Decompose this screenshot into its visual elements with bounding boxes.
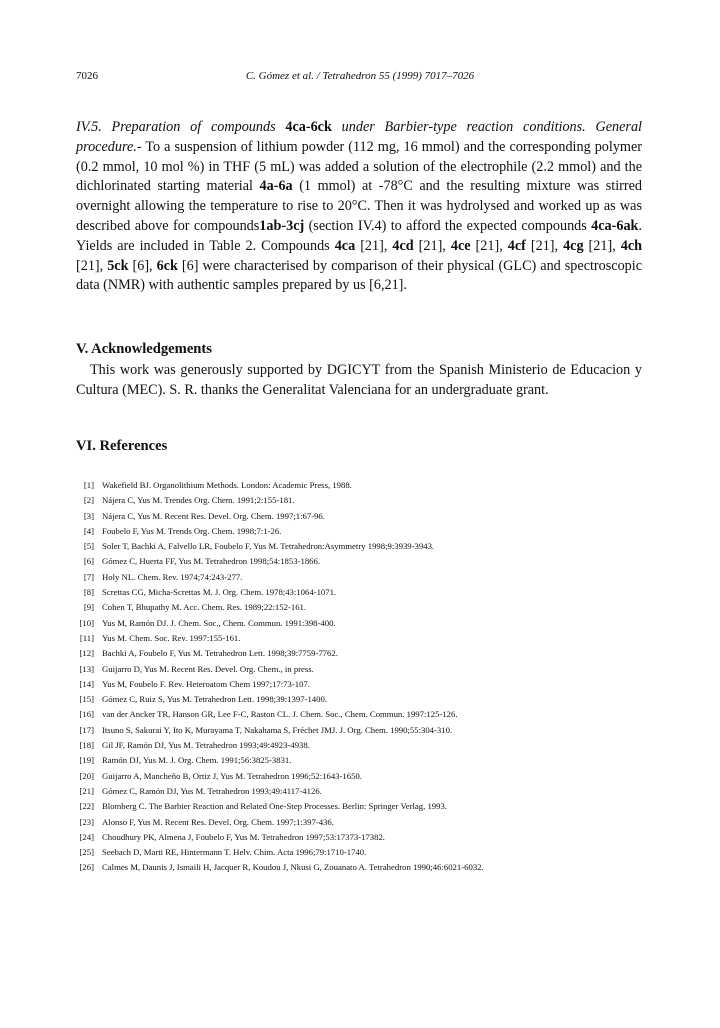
reference-item [76, 509, 646, 524]
reference-text: Cohen T, Bhupathy M. Acc. Chem. Res. 1989;22:152-161. [102, 602, 307, 613]
reference-text: Foubelo F, Yus M. Trends Org. Chem. 1998;7:1-26. [102, 525, 282, 536]
reference-number: [15] [79, 694, 94, 705]
reference-text: Choudhury PK, Almena J, Foubelo F, Yus M. Tetrahedron 1997;53:17373-17382. [102, 831, 385, 842]
reference-number: [13] [79, 663, 94, 674]
reference-number: [22] [79, 801, 94, 812]
reference-item [76, 830, 646, 845]
reference-text: van der Ancker TR, Hanson GR, Lee F-C, Raston CL. J. Chem. Soc., Chem. Commun. 1997:125-126. [102, 709, 458, 720]
reference-item [76, 662, 646, 677]
compound-label: 4ca [334, 237, 356, 254]
reference-item [76, 616, 646, 631]
reference-item [76, 799, 646, 814]
reference-item [76, 677, 646, 692]
reference-number: [3] [83, 510, 94, 521]
section-iv5-heading: IV.5. Preparation of compounds [76, 119, 286, 135]
compound-label: 4ca-6ck [285, 119, 332, 135]
acknowledgements-heading: V. Acknowledgements [76, 341, 212, 357]
reference-item [76, 707, 646, 722]
compound-label: 5ck [107, 257, 129, 274]
reference-item [76, 784, 646, 799]
paragraph-text: [21], [470, 237, 508, 254]
paragraph-text: [21], [525, 237, 564, 254]
reference-item [76, 493, 646, 508]
reference-text: Calmes M, Daunis J, Ismaili H, Jacquer R, Koudou J, Nkusi G, Zouanato A. Tetrahedron 1990;46:6021-6032. [102, 862, 484, 873]
reference-item [76, 769, 646, 784]
section-iv5-paragraph [76, 118, 642, 296]
reference-number: [11] [79, 632, 94, 643]
reference-number: [16] [79, 709, 94, 720]
paragraph-text: (section IV.4) to afford the expected compounds [304, 217, 592, 234]
paragraph-text: [6] were characterised by comparison of their physical (GLC) and spectroscopic data (NMR) with authentic samples prepared by us [6,21]. [76, 257, 642, 294]
compound-label: 4ch [620, 237, 643, 254]
reference-item [76, 554, 646, 569]
acknowledgements-text: This work was generously supported by DGICYT from the Spanish Ministerio de Educacion y Cultura (MEC). S. R. thanks the Generalitat Valenciana for an undergraduate grant. [76, 362, 642, 398]
references-heading: VI. References [76, 438, 168, 454]
reference-number: [18] [79, 740, 94, 751]
compound-label: 4cd [392, 237, 414, 254]
compound-label: 4a-6a [259, 178, 293, 195]
reference-text: Holy NL. Chem. Rev. 1974;74:243-277. [102, 571, 243, 582]
compound-label: 1ab-3cj [259, 217, 305, 234]
reference-item [76, 631, 646, 646]
page-header [76, 70, 644, 86]
reference-text: Yus M, Foubelo F. Rev. Heteroatom Chem 1997;17:73-107. [102, 678, 310, 689]
reference-text: Gómez C, Huerta FF, Yus M. Tetrahedron 1998;54:1853-1866. [102, 556, 321, 567]
compound-label: 4ce [450, 237, 471, 254]
reference-item [76, 738, 646, 753]
reference-item [76, 860, 646, 875]
reference-item [76, 723, 646, 738]
reference-text: Nájera C, Yus M. Recent Res. Devel. Org. Chem. 1997;1:67-96. [102, 510, 325, 521]
reference-number: [6] [83, 556, 94, 567]
section-iv5-heading-cont: under Barbier-type reaction conditions. General procedure. [76, 119, 642, 155]
running-title: C. Gómez et al. / Tetrahedron 55 (1999) 7017–7026 [245, 70, 475, 82]
reference-number: [25] [79, 847, 94, 858]
reference-number: [10] [79, 617, 94, 628]
reference-item [76, 478, 646, 493]
reference-text: Guijarro D, Yus M. Recent Res. Devel. Org. Chem., in press. [102, 663, 314, 674]
reference-item [76, 753, 646, 768]
paragraph-text: - To a suspension of lithium powder (112 mg, 16 mmol) and the corresponding polymer (0.2 mmol, 10 mol %) in THF (5 mL) was added a solution of the electrophile (2.2 mmol) and the dichlorinated starting material [76, 138, 642, 195]
reference-text: Yus M, Ramón DJ. J. Chem. Soc., Chem. Commun. 1991:398-400. [102, 617, 336, 628]
reference-text: Alonso F, Yus M. Recent Res. Devel. Org. Chem. 1997;1:397-436. [102, 816, 334, 827]
reference-item [76, 646, 646, 661]
reference-text: Nájera C, Yus M. Trendes Org. Chem. 1991;2:155-181. [102, 495, 295, 506]
reference-item [76, 570, 646, 585]
reference-text: Blomberg C. The Barbier Reaction and Related One-Step Processes. Berlin: Springer Verlag, 1993. [102, 801, 448, 812]
reference-text: Screttas CG, Micha-Screttas M. J. Org. Chem. 1978;43:1064-1071. [102, 587, 337, 598]
compound-label: 4ca-6ak [591, 217, 639, 234]
compound-label: 4cf [507, 237, 526, 254]
reference-number: [21] [79, 785, 94, 796]
paragraph-text: [21], [583, 237, 621, 254]
paragraph-text: [21], [355, 237, 393, 254]
reference-text: Gómez C, Ramón DJ, Yus M. Tetrahedron 1993;49:4117-4126. [102, 785, 322, 796]
reference-number: [5] [83, 541, 94, 552]
reference-number: [14] [79, 678, 94, 689]
reference-text: Itsuno S, Sakurai Y, Ito K, Murayama T, Nakahama S, Fréchet JMJ. J. Org. Chem. 1990;55:304-310. [102, 724, 453, 735]
reference-number: [9] [83, 602, 94, 613]
reference-number: [1] [83, 480, 94, 490]
reference-number: [20] [79, 770, 94, 781]
reference-text: Gómez C, Ruiz S, Yus M. Tetrahedron Lett. 1998;39:1397-1400. [102, 694, 327, 705]
reference-number: [8] [83, 587, 94, 598]
reference-item [76, 815, 646, 830]
page-number: 7026 [76, 70, 98, 82]
compound-label: 4cg [563, 237, 584, 254]
reference-text: Soler T, Bachki A, Falvello LR, Foubelo F, Yus M. Tetrahedron:Asymmetry 1998;9:3939-3943. [102, 541, 435, 552]
reference-item [76, 845, 646, 860]
reference-list [76, 478, 646, 876]
compound-label: 6ck [156, 257, 178, 274]
reference-number: [17] [79, 724, 94, 735]
reference-item [76, 539, 646, 554]
reference-number: [23] [79, 816, 94, 827]
reference-number: [4] [83, 525, 94, 536]
reference-text: Ramón DJ, Yus M. J. Org. Chem. 1991;56:3825-3831. [102, 755, 292, 766]
reference-item [76, 585, 646, 600]
reference-number: [19] [79, 755, 94, 766]
reference-item [76, 524, 646, 539]
reference-item [76, 692, 646, 707]
reference-text: Bachki A, Foubelo F, Yus M. Tetrahedron Lett. 1998;39:7759-7762. [102, 648, 338, 659]
reference-text: Seebach D, Marti RE, Hintermann T. Helv. Chim. Acta 1996;79:1710-1740. [102, 847, 367, 858]
reference-text: Gil JF, Ramón DJ, Yus M. Tetrahedron 1993;49:4923-4938. [102, 740, 310, 751]
reference-text: Guijarro A, Mancheño B, Ortiz J, Yus M. Tetrahedron 1996;52:1643-1650. [102, 770, 362, 781]
paragraph-text: (1 mmol) at -78°C and the resulting mixture was stirred overnight allowing the temperature to rise to 20°C. Then it was hydrolysed and worked up as was described above for compounds [76, 178, 643, 234]
reference-text: Wakefield BJ. Organolithium Methods. London: Academic Press, 1988. [102, 480, 352, 490]
reference-number: [7] [83, 571, 94, 582]
paragraph-text: . Yields are included in Table 2. Compounds [76, 217, 642, 254]
paragraph-text: [21], [413, 237, 451, 254]
paragraph-text: [6], [128, 257, 157, 274]
reference-number: [26] [79, 862, 94, 873]
reference-number: [24] [79, 831, 94, 842]
reference-text: Yus M. Chem. Soc. Rev. 1997:155-161. [102, 632, 241, 643]
paragraph-text: [21], [76, 257, 108, 274]
reference-item [76, 600, 646, 615]
reference-number: [12] [79, 648, 94, 659]
reference-number: [2] [83, 495, 94, 506]
